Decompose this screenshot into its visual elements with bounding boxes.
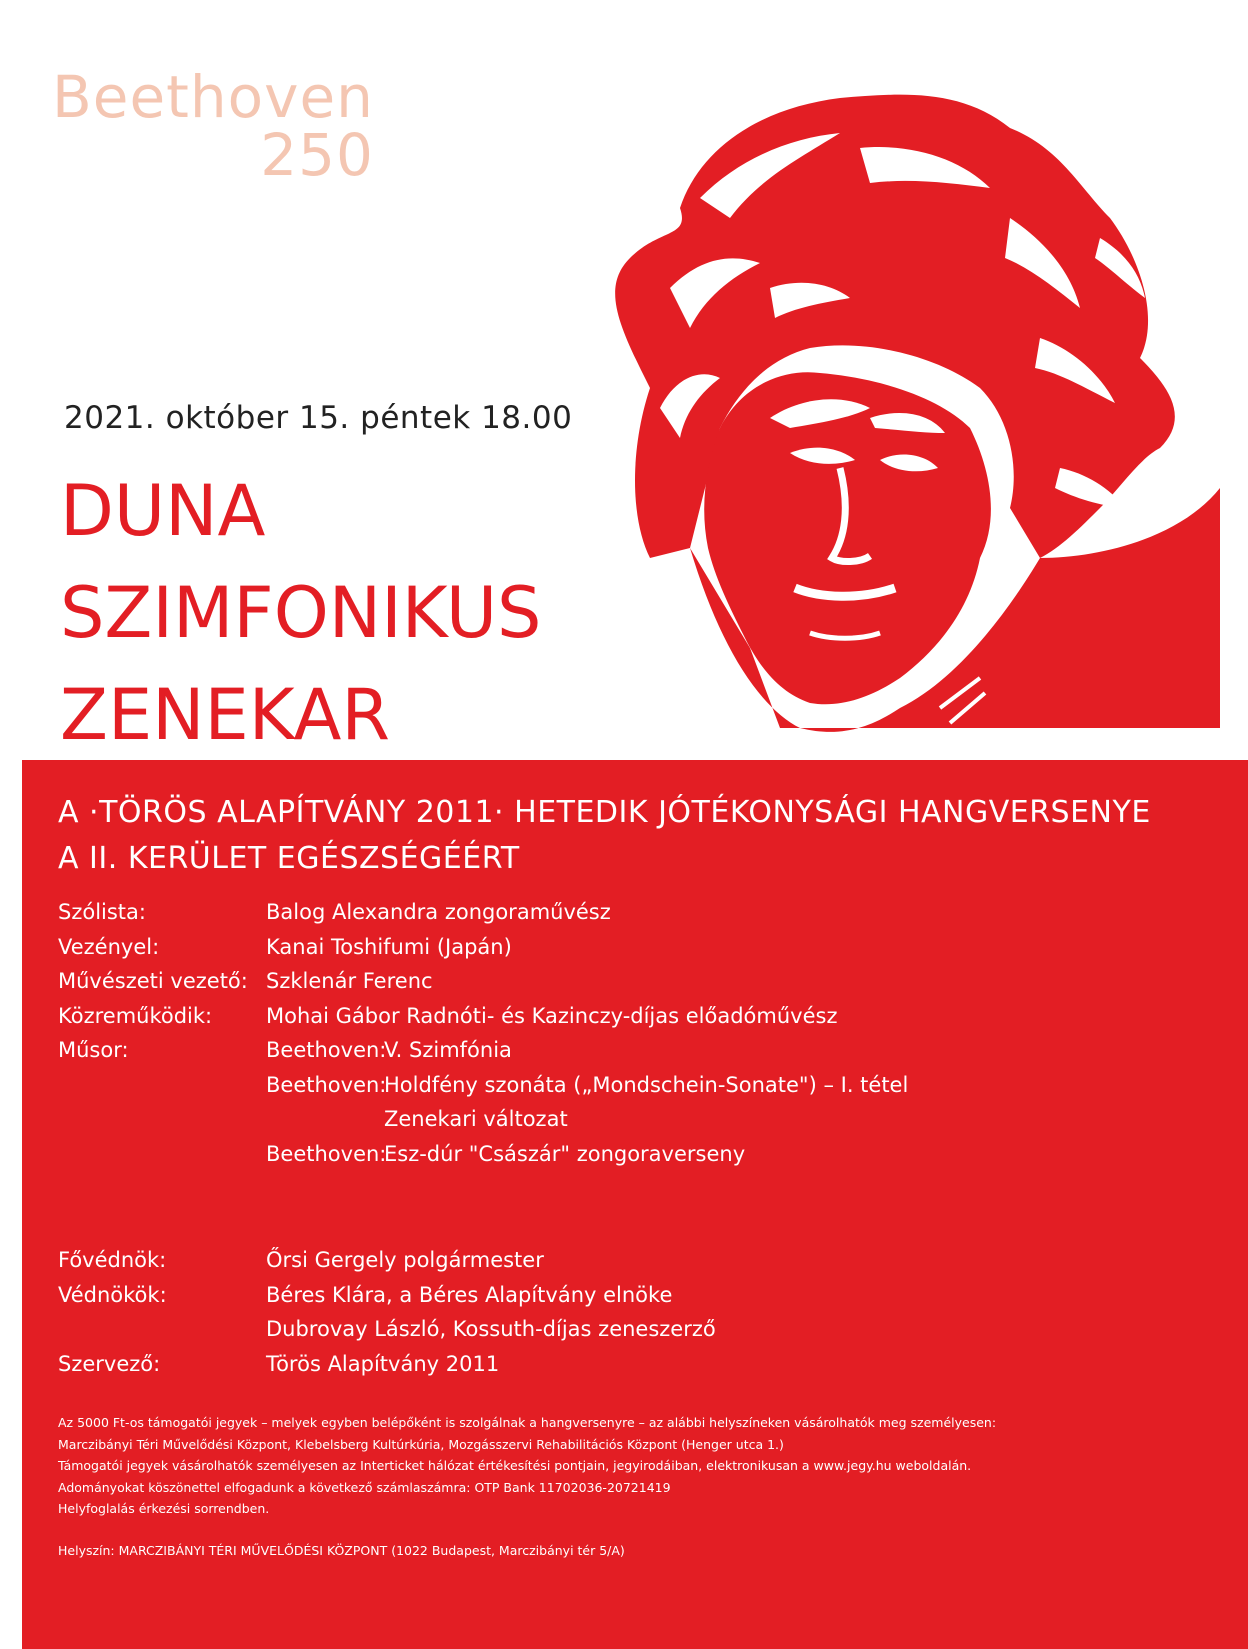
venue-line: Helyszín: MARCZIBÁNYI TÉRI MŰVELŐDÉSI KÖZPONT (1022 Budapest, Marczibányi tér 5/A) bbox=[58, 1543, 625, 1558]
title-line-1: DUNA bbox=[60, 470, 266, 552]
subtitle-line-2: A II. KERÜLET EGÉSZSÉGÉÉRT bbox=[58, 841, 520, 876]
patron-value: Béres Klára, a Béres Alapítvány elnöke bbox=[266, 1282, 673, 1307]
ticket-info bbox=[58, 1412, 996, 1520]
credit-label: Művészeti vezető: bbox=[58, 969, 248, 993]
program-composer: Beethoven: bbox=[266, 1072, 387, 1097]
program-piece: V. Szimfónia bbox=[384, 1038, 512, 1062]
info-line: Támogatói jegyek vásárolhatók személyesen az Interticket hálózat értékesítési pontjain, jegyirodáiban, elektronikusan a www.jegy.hu weboldalán. bbox=[58, 1458, 972, 1473]
patron-label: Szervező: bbox=[58, 1351, 161, 1376]
concert-subtitle bbox=[58, 790, 1151, 882]
credit-label: Közreműködik: bbox=[58, 1003, 213, 1028]
credit-value: Mohai Gábor Radnóti- és Kazinczy-díjas előadóművész bbox=[266, 1003, 838, 1028]
credit-value: Szklenár Ferenc bbox=[266, 969, 433, 993]
info-line: Marczibányi Téri Művelődési Központ, Klebelsberg Kultúrkúria, Mozgásszervi Rehabilitációs Központ (Henger utca 1.) bbox=[58, 1436, 784, 1452]
patron-value: Törös Alapítvány 2011 bbox=[266, 1351, 500, 1376]
title-line-2: SZIMFONIKUS bbox=[60, 572, 542, 654]
info-line: Helyfoglalás érkezési sorrendben. bbox=[58, 1501, 270, 1516]
patron-label: Védnökök: bbox=[58, 1282, 167, 1307]
orchestra-title bbox=[60, 460, 542, 766]
logo-line-2: 250 bbox=[260, 121, 374, 189]
credit-label: Vezényel: bbox=[58, 934, 160, 959]
patron-value: Dubrovay László, Kossuth-díjas zeneszerző bbox=[266, 1317, 716, 1341]
subtitle-line-1: A ·TÖRÖS ALAPÍTVÁNY 2011· HETEDIK JÓTÉKONYSÁGI HANGVERSENYE bbox=[58, 795, 1151, 830]
title-line-3: ZENEKAR bbox=[60, 674, 390, 756]
program-piece: Esz-dúr "Császár" zongoraverseny bbox=[384, 1141, 746, 1166]
info-line: Adományokat köszönettel elfogadunk a következő számlaszámra: OTP Bank 11702036-20721419 bbox=[58, 1479, 671, 1495]
program-piece: Holdfény szonáta („Mondschein-Sonate") – I. tétel bbox=[384, 1072, 909, 1097]
credit-label: Szólista: bbox=[58, 900, 146, 924]
credit-value: Balog Alexandra zongoraművész bbox=[266, 900, 611, 924]
program-label: Műsor: bbox=[58, 1038, 129, 1062]
info-line: Az 5000 Ft-os támogatói jegyek – melyek egyben belépőként is szolgálnak a hangversenyre – az alábbi helyszíneken vásárolhatók meg személyesen: bbox=[58, 1415, 997, 1430]
credit-value: Kanai Toshifumi (Japán) bbox=[266, 934, 512, 959]
patron-value: Őrsi Gergely polgármester bbox=[266, 1248, 544, 1272]
event-datetime: 2021. október 15. péntek 18.00 bbox=[64, 400, 573, 436]
program-composer: Beethoven: bbox=[266, 1141, 387, 1166]
logo-line-1: Beethoven bbox=[52, 63, 374, 131]
patron-label: Fővédnök: bbox=[58, 1248, 167, 1272]
beethoven-portrait-illustration bbox=[540, 88, 1220, 788]
beethoven-250-logo bbox=[52, 63, 374, 189]
program-composer: Beethoven: bbox=[266, 1038, 387, 1062]
program-piece: Zenekari változat bbox=[384, 1107, 568, 1131]
